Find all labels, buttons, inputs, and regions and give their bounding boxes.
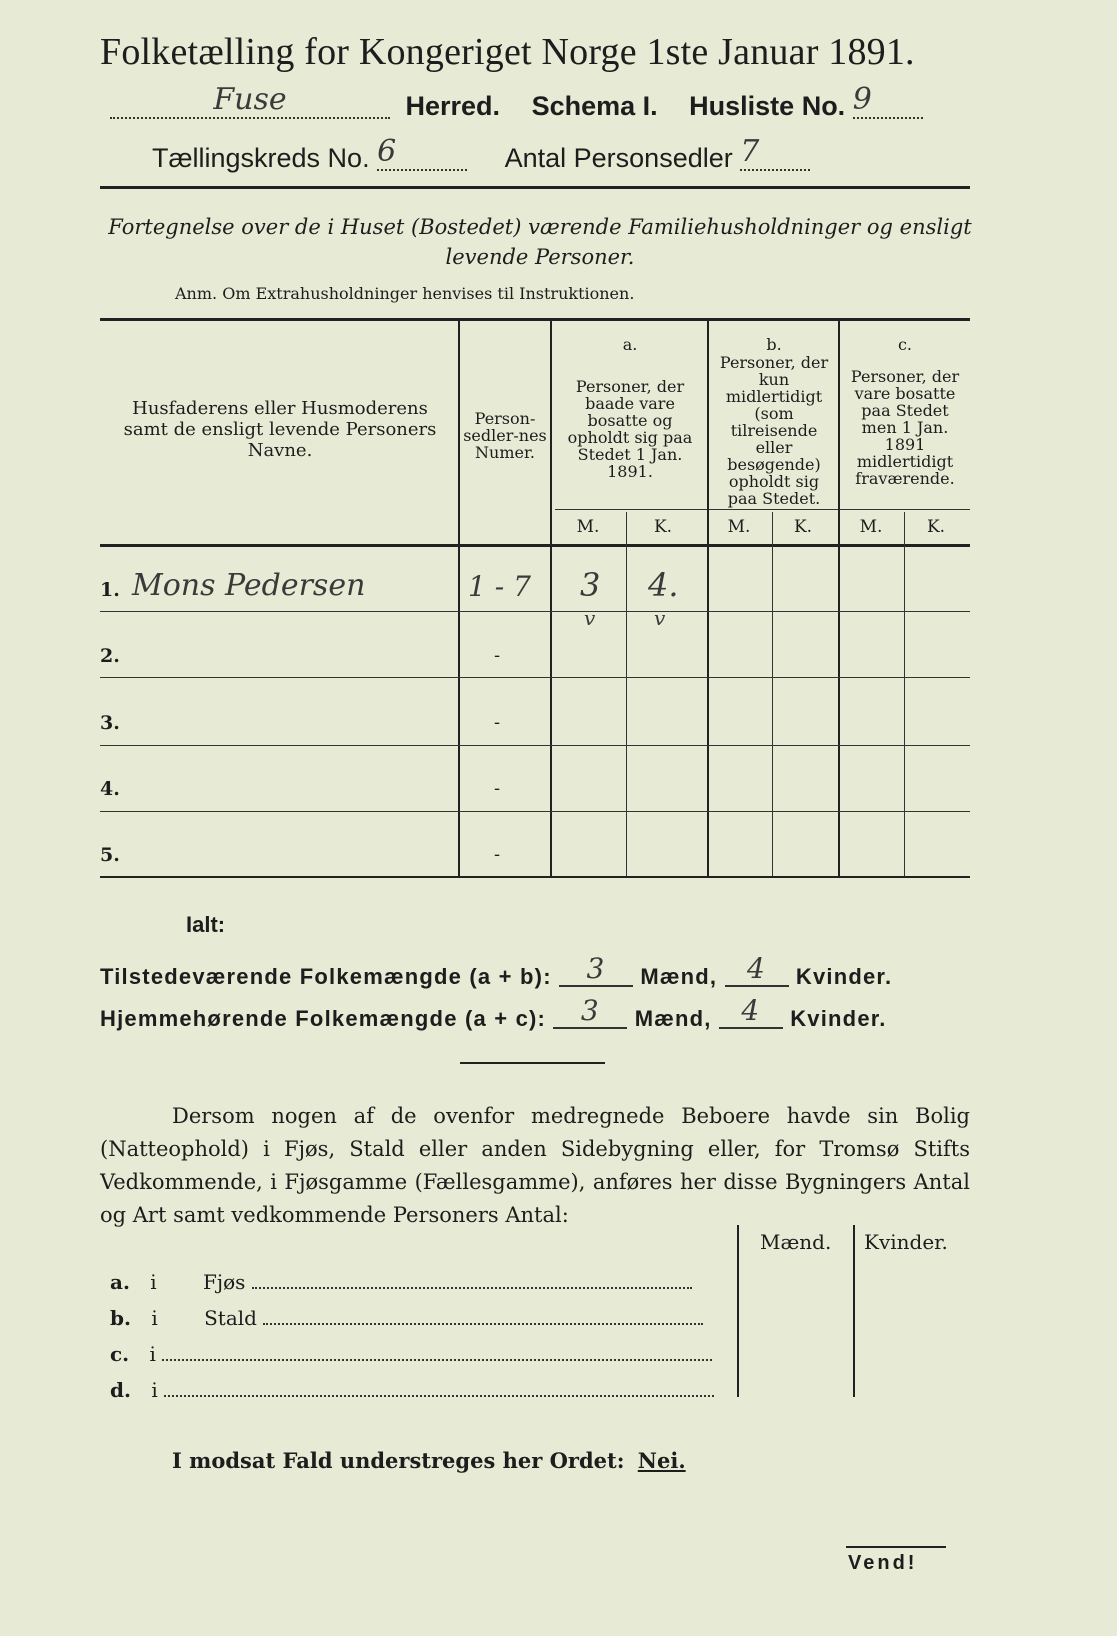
col-divider	[550, 320, 552, 876]
row-rule	[100, 611, 970, 612]
hjemme-m: 3	[553, 994, 627, 1029]
building-label: Stald	[204, 1306, 257, 1330]
mk-rule	[555, 509, 970, 510]
row-numer: -	[494, 645, 501, 666]
col-header-a-letter: a.	[622, 335, 638, 354]
hjemme-row	[100, 994, 887, 1035]
row-rule	[100, 811, 970, 812]
paragraph-text: Dersom nogen af de ovenfor medregnede Beboere havde sin Bolig (Natteophold) i Fjøs, Stald eller anden Sidebygning eller, for Tromsø Stifts Vedkommende, i Fjøsgamme (Fællesgamme), anføres her disse Bygningers Antal og Art samt vedkommende Personers Antal:	[100, 1104, 970, 1227]
k-label: K.	[926, 517, 946, 537]
row-number: 3.	[100, 712, 120, 734]
kvinder-header: Kvinder.	[864, 1230, 948, 1254]
building-row	[110, 1378, 714, 1402]
col-divider	[853, 1225, 855, 1397]
row-number: 2.	[100, 645, 120, 667]
building-letter: c.	[110, 1342, 130, 1366]
building-row	[110, 1306, 703, 1330]
building-prep: i	[151, 1306, 158, 1330]
row-number: 5.	[100, 844, 120, 866]
col-header-name: Husfaderens eller Husmoderens samt de ensligt levende Personers Navne.	[123, 398, 437, 461]
col-header-c: Personer, der vare bosatte paa Stedet men 1 Jan. 1891 midlertidigt fraværende.	[850, 367, 960, 488]
personsedler-value: 7	[740, 134, 810, 171]
col-divider	[737, 1225, 739, 1397]
col-header-a: Personer, der baade vare bosatte og opholdt sig paa Stedet 1 Jan. 1891.	[567, 377, 693, 481]
row-numer: -	[494, 712, 501, 733]
anm-note: Anm. Om Extrahusholdninger henvises til Instruktionen.	[175, 284, 635, 303]
building-letter: d.	[110, 1378, 131, 1402]
herred-value: Fuse	[110, 82, 390, 119]
mk-divider	[904, 512, 905, 876]
check-mark-icon: v	[654, 606, 666, 630]
row-a-k: 4.	[648, 566, 679, 604]
tilstede-m: 3	[559, 952, 633, 987]
col-header-b-letter: b.	[766, 335, 782, 354]
mk-divider	[626, 512, 627, 876]
form-title: Folketælling for Kongeriget Norge 1ste Januar 1891.	[100, 31, 915, 73]
nei-word: Nei.	[637, 1448, 686, 1473]
col-header-b: Personer, der kun midlertidigt (som tilreisende eller besøgende) opholdt sig paa Stedet.	[719, 353, 829, 508]
building-prep: i	[151, 1378, 158, 1402]
k-label: K.	[653, 517, 673, 537]
intro-text: Fortegnelse over de i Huset (Bostedet) værende Familiehusholdninger og ensligt levende Personer.	[108, 215, 972, 269]
kreds-label: Tællingskreds No.	[152, 143, 370, 173]
row-numer: -	[494, 778, 501, 799]
tilstede-label: Tilstedeværende Folkemængde (a + b):	[100, 964, 552, 989]
maend-header: Mænd.	[760, 1230, 832, 1254]
col-divider	[838, 320, 840, 876]
tilstede-k: 4	[725, 952, 789, 987]
row-number: 1.	[100, 579, 120, 601]
vend-rule	[846, 1546, 946, 1548]
header-rule	[100, 186, 970, 189]
modsat-line	[172, 1448, 686, 1473]
building-letter: a.	[110, 1270, 130, 1294]
building-label: Fjøs	[203, 1270, 246, 1294]
kreds-line	[152, 134, 810, 177]
ialt-label: Ialt:	[186, 912, 226, 937]
table-bottom-rule	[100, 876, 970, 878]
building-row	[110, 1270, 692, 1294]
herred-label: Herred.	[405, 91, 501, 121]
building-row	[110, 1342, 712, 1366]
row-rule	[100, 745, 970, 746]
row-rule	[100, 677, 970, 678]
tilstede-row	[100, 952, 893, 993]
dot-leader	[162, 1359, 712, 1361]
section-divider	[460, 1062, 605, 1064]
row-numer: -	[494, 844, 501, 865]
building-prep: i	[150, 1270, 157, 1294]
kreds-value: 6	[377, 134, 467, 171]
dot-leader	[252, 1287, 692, 1289]
personsedler-label: Antal Personsedler	[504, 143, 733, 173]
hjemme-label: Hjemmehørende Folkemængde (a + c):	[100, 1006, 547, 1031]
modsat-label: I modsat Fald understreges her Ordet:	[172, 1448, 625, 1473]
schema-label: Schema I.	[531, 91, 658, 121]
mk-divider	[772, 512, 773, 876]
maend-label: Mænd,	[634, 1006, 712, 1031]
kvinder-label: Kvinder.	[790, 1006, 887, 1031]
hjemme-k: 4	[719, 994, 783, 1029]
k-label: K.	[793, 517, 813, 537]
row-name: Mons Pedersen	[132, 568, 366, 603]
col-divider	[707, 320, 709, 876]
check-mark-icon: v	[584, 606, 596, 630]
herred-line	[110, 82, 923, 125]
m-label: M.	[727, 517, 751, 537]
building-prep: i	[149, 1342, 156, 1366]
col-divider	[458, 320, 460, 876]
maend-label: Mænd,	[640, 964, 718, 989]
col-header-c-letter: c.	[897, 335, 913, 354]
kvinder-label: Kvinder.	[795, 964, 893, 989]
husliste-value: 9	[853, 82, 923, 119]
vend-label: Vend!	[848, 1552, 918, 1574]
col-header-numer: Person-sedler-nes Numer.	[463, 409, 547, 462]
buildings-paragraph	[100, 1100, 970, 1232]
dot-leader	[263, 1323, 703, 1325]
row-a-m: 3	[580, 566, 601, 604]
building-letter: b.	[110, 1306, 131, 1330]
dot-leader	[164, 1395, 714, 1397]
m-label: M.	[576, 517, 600, 537]
row-number: 4.	[100, 778, 120, 800]
husliste-label: Husliste No.	[689, 91, 846, 121]
m-label: M.	[859, 517, 883, 537]
row-numer: 1 - 7	[468, 570, 531, 603]
